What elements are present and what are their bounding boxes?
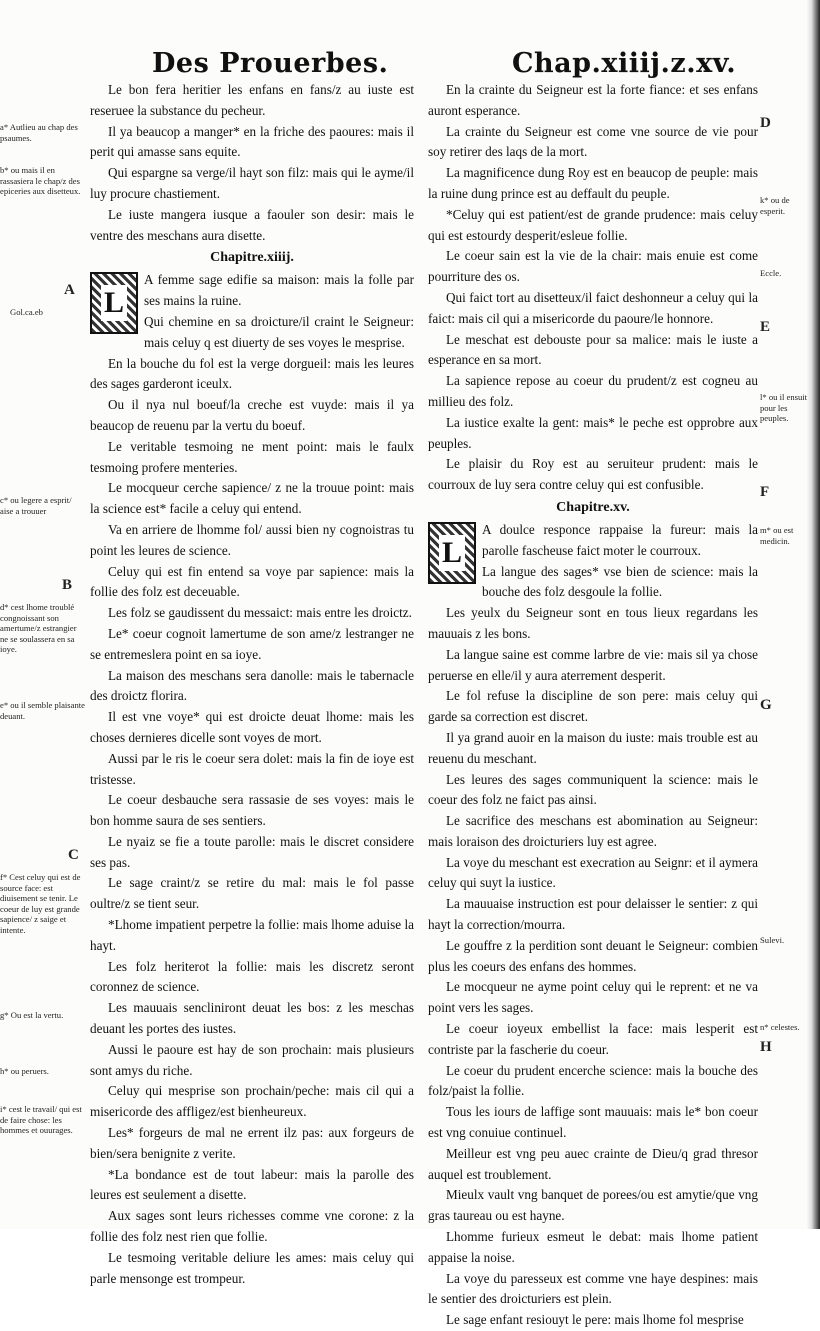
verse: *Lhome impatient perpetre la follie: mais lhome aduise la hayt. <box>90 917 414 953</box>
verse: Les yeulx du Seigneur sont en tous lieux regardans les mauuais z les bons. <box>428 605 758 641</box>
verse: La sapience repose au coeur du prudent/z est cogneu au millieu des folz. <box>428 373 758 409</box>
section-letter: G <box>760 697 772 713</box>
margin-note: i* cest le travail/ qui est de faire chose: les hommes et ouurages. <box>0 1104 82 1135</box>
verse: *Celuy qui est patient/est de grande prudence: mais celuy qui est estourdy desperit/esleue follie. <box>428 206 758 243</box>
verse: Les folz heriterot la follie: mais les discretz seront coronnez de science. <box>90 958 414 995</box>
margin-note: Sulevi. <box>760 935 785 945</box>
verse: Les folz se gaudissent du messaict: mais entre les droictz. <box>108 605 412 621</box>
margin-note: a* Autlieu au chap des psaumes. <box>0 122 78 143</box>
verse: Le sage enfant resiouyt le pere: mais lhome fol mesprise <box>446 1312 744 1328</box>
verse: Qui chemine en sa droicture/il craint le Seigneur: mais celuy q est diuerty de ses voyes le mesprise. <box>144 313 414 350</box>
decorated-initial: L <box>428 522 476 584</box>
verse: Mieulx vault vng banquet de porees/ou est amytie/que vng gras taureau ou est hayne. <box>428 1187 758 1224</box>
verse: Le sage craint/z se retire du mal: mais le fol passe oultre/z se tient seur. <box>90 875 414 912</box>
verse: La voye du meschant est execration au Seignr: et il aymera celuy qui suyt la iustice. <box>428 854 758 891</box>
verse: Les* forgeurs de mal ne errent ilz pas: aux forgeurs de bien/sera benignite z verite. <box>90 1125 414 1161</box>
verse: La iustice exalte la gent: mais* le peche est opprobre aux peuples. <box>428 414 758 451</box>
verse: Le mocqueur cerche sapience/ z ne la trouue point: mais la science est* facile a celuy qui entend. <box>90 480 414 517</box>
verse: Celuy qui est fin entend sa voye par sapience: mais la follie des folz est deceuable. <box>90 563 414 600</box>
verse: Il ya grand auoir en la maison du iuste: mais trouble est au reuenu du meschant. <box>428 729 758 766</box>
margin-note: k* ou de esperit. <box>760 195 790 216</box>
section-letter: A <box>64 282 75 298</box>
margin-note: f* Cest celuy qui est de source face: est diuisement se tenir. Le coeur de luy est grande sapience/ z saige et intente. <box>0 872 81 935</box>
verse: Il ya beaucop a manger* en la friche des paoures: mais il perit qui amasse sans equite. <box>90 123 414 160</box>
verse: Le gouffre z la perdition sont deuant le Seigneur: combien plus les coeurs des enfans des hommes. <box>428 937 758 974</box>
verse: Lhomme furieux esmeut le debat: mais lhome patient appaise la noise. <box>428 1229 758 1265</box>
verse: Celuy qui mesprise son prochain/peche: mais cil qui a misericorde des affligez/est bienheureux. <box>90 1083 414 1120</box>
verse: La maison des meschans sera danolle: mais le tabernacle des droictz florira. <box>90 667 414 704</box>
verse: La langue saine est comme larbre de vie: mais sil ya chose peruerse en elle/il y aura aterrement desperit. <box>428 646 758 683</box>
decorated-initial: L <box>90 272 138 334</box>
section-letter: E <box>760 319 771 335</box>
verse: Meilleur est vng peu auec crainte de Dieu/q grad thresor auquel est troublement. <box>428 1145 758 1182</box>
verse: Le plaisir du Roy est au seruiteur prudent: mais le courroux de luy sera contre celuy qui est confusible. <box>428 456 758 493</box>
verse: Le bon fera heritier les enfans en fans/z au iuste est reseruee la substance du pecheur. <box>90 82 414 118</box>
chapter-heading: Chapitre.xiiij. <box>210 250 294 266</box>
verse: Le meschat est debouste pour sa malice: mais le iuste a esperance en sa mort. <box>428 331 758 368</box>
verse: A doulce responce rappaise la fureur: mais la parolle fascheuse faict moter le courroux. <box>482 521 758 558</box>
verse: Le sacrifice des meschans est abomination au Seigneur: mais loraison des droicturiers luy est agree. <box>428 813 758 849</box>
verse: Les leures des sages communiquent la science: mais le coeur des folz ne faict pas ainsi. <box>428 771 758 808</box>
verse: La mauuaise instruction est pour delaisser le sentier: z qui hayt la correction/mourra. <box>428 896 758 933</box>
verse: La crainte du Seigneur est come vne source de vie pour soy retirer des laqs de la mort. <box>428 123 758 160</box>
verse: Aux sages sont leurs richesses comme vne corone: z la follie des folz nest rien que follie. <box>90 1208 414 1245</box>
running-header-left: Des Prouerbes. <box>152 48 389 79</box>
section-letter: B <box>62 577 73 593</box>
verse: Tous les iours de laffige sont mauuais: mais le* bon coeur est vng conuiue continuel. <box>428 1104 758 1141</box>
margin-note: c* ou legere a esprit/ aise a trouuer <box>0 495 72 516</box>
margin-note: b* ou mais il en rassasiera le chap/z des epiceries aux disetteux. <box>0 165 81 196</box>
verse: La voye du paresseux est comme vne haye despines: mais le sentier des droicturiers est plein. <box>428 1270 758 1307</box>
margin-note: m* ou est medicin. <box>760 525 794 546</box>
left-column <box>90 80 414 1289</box>
margin-note: h* ou peruers. <box>0 1066 49 1076</box>
verse: En la bouche du fol est la verge dorgueil: mais les leures des sages garderont iceulx. <box>90 355 414 392</box>
verse: Qui faict tort au disetteux/il faict deshonneur a celuy qui la faict: mais cil qui a misericorde du paoure/le honnore. <box>428 289 758 326</box>
margin-note: e* ou il semble plaisante deuant. <box>0 700 85 721</box>
verse: Le coeur ioyeux embellist la face: mais lesperit est contriste par la fascherie du coeur. <box>428 1021 758 1057</box>
verse: Le coeur sain est la vie de la chair: mais enuie est come pourriture des os. <box>428 248 758 285</box>
verse: Le coeur du prudent encerche science: mais la bouche des folz/paist la follie. <box>428 1062 758 1099</box>
verse: Le nyaiz se fie a toute parolle: mais le discret considere ses pas. <box>90 833 414 870</box>
verse: Il est vne voye* qui est droicte deuat lhome: mais les choses dernieres dicelle sont voyes de mort. <box>90 709 414 745</box>
verse: Le fol refuse la discipline de son pere: mais celuy qui garde sa correction est discret. <box>428 688 758 725</box>
verse: La langue des sages* vse bien de science: mais la bouche des folz desgoule la follie. <box>482 563 758 600</box>
section-letter: H <box>760 1039 772 1055</box>
verse: A femme sage edifie sa maison: mais la folle par ses mains la ruine. <box>144 272 414 309</box>
verse: Qui espargne sa verge/il hayt son filz: mais qui le ayme/il luy procure chastiement. <box>90 165 414 201</box>
running-header-right: Chap.xiiij.z.xv. <box>512 48 737 79</box>
verse: Aussi le paoure est hay de son prochain: mais plusieurs sont amys du riche. <box>90 1041 414 1078</box>
section-letter: D <box>760 115 771 131</box>
margin-note: g* Ou est la vertu. <box>0 1010 64 1020</box>
verse: Le tesmoing veritable deliure les ames: mais celuy qui parle mensonge est trompeur. <box>90 1249 414 1286</box>
margin-note: l* ou il ensuit pour les peuples. <box>760 392 808 423</box>
verse: Aussi par le ris le coeur sera dolet: mais la fin de ioye est tristesse. <box>90 750 414 787</box>
verse: Ou il nya nul boeuf/la creche est vuyde: mais il ya beaucop de reuenu par la vertu du boeuf. <box>90 397 414 433</box>
verse: *La bondance est de tout labeur: mais la parolle des leures est seulement a disette. <box>90 1166 414 1203</box>
verse: En la crainte du Seigneur est la forte fiance: et ses enfans auront esperance. <box>428 82 758 118</box>
margin-note: Gol.ca.eb <box>10 307 43 317</box>
verse: Les mauuais sencliniront deuat les bos: z les meschas deuant les portes des iustes. <box>90 1000 414 1037</box>
right-column <box>428 80 758 1331</box>
verse: Le iuste mangera iusque a faouler son desir: mais le ventre des meschans aura disette. <box>90 206 414 243</box>
verse: La magnificence dung Roy est en beaucop de peuple: mais la ruine dung prince est au deffault du peuple. <box>428 165 758 201</box>
chapter-heading: Chapitre.xv. <box>556 499 630 515</box>
margin-note: Eccle. <box>760 268 782 278</box>
section-letter: F <box>760 484 770 500</box>
margin-note: n* celestes. <box>760 1022 800 1032</box>
verse: Le mocqueur ne ayme point celuy qui le reprent: et ne va point vers les sages. <box>428 979 758 1016</box>
section-letter: C <box>68 847 79 863</box>
verse: Va en arriere de lhomme fol/ aussi bien ny cognoistras tu point les leures de science. <box>90 521 414 558</box>
verse: Le veritable tesmoing ne ment point: mais le faulx tesmoing profere menteries. <box>90 438 414 475</box>
margin-note: d* cest lhome troublé congnoissant son amertume/z estrangier ne se soulassera en sa ioye. <box>0 602 77 654</box>
verse: Le coeur desbauche sera rassasie de ses voyes: mais le bon homme saura de ses sentiers. <box>90 792 414 829</box>
verse: Le* coeur cognoit lamertume de son ame/z lestranger ne se entremeslera point en sa ioye. <box>90 625 414 662</box>
